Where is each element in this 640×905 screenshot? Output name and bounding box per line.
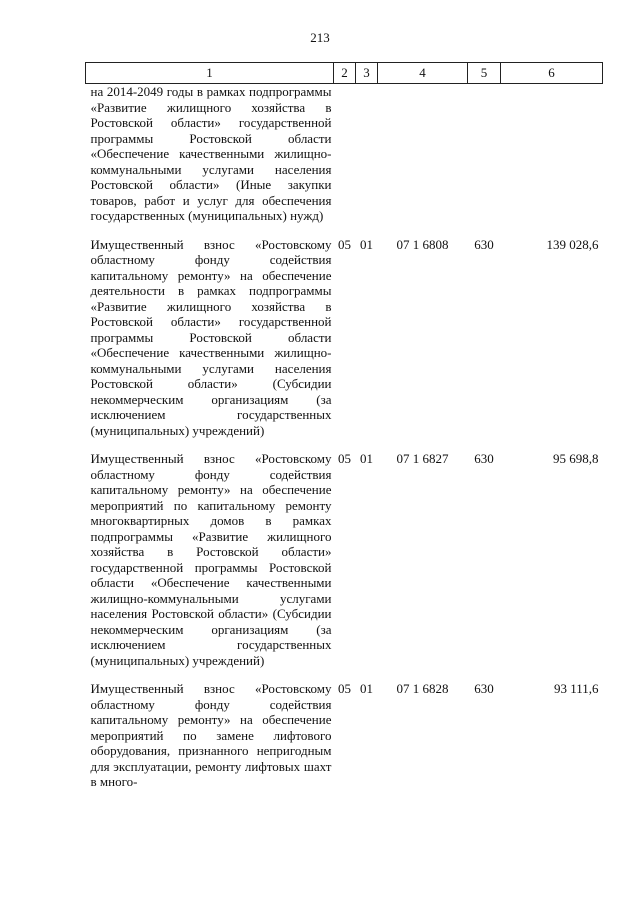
row-expense-type	[468, 84, 501, 232]
row-amount: 139 028,6	[546, 236, 599, 252]
budget-table	[85, 62, 603, 790]
row-section: 05	[338, 451, 351, 466]
row-amount	[501, 84, 603, 232]
table-row	[86, 676, 603, 790]
row-target-article	[378, 84, 468, 232]
row-subsection: 01	[360, 236, 373, 252]
row-description: Имущественный взнос «Ростовскому областному фонду содействия капитальному ремонту» на обеспечение деятельности в рамках подпрограммы «Развитие жилищного хозяйства в Ростовской области» государственной программы Ростовской области «Обеспечение качественными жилищно-коммунальными услугами населения Ростовской области» (Субсидии некоммерческим организациям (за исключением государственных (муниципальных) учреждений)	[90, 236, 332, 438]
row-description: на 2014-2049 годы в рамках подпрограммы «Развитие жилищного хозяйства в Ростовской области» государственной программы Ростовской области «Обеспечение качественными жилищно-коммунальными услугами населения Ростовской области» (Иные закупки товаров, работ и услуг для обеспечения государственных (муниципальных) нужд)	[90, 84, 332, 223]
row-subsection: 01	[360, 681, 373, 696]
row-target-article: 07 1 6808	[396, 236, 449, 252]
table-row	[86, 232, 603, 447]
column-header: 4	[378, 63, 468, 84]
row-subsection: 01	[360, 451, 373, 466]
row-amount: 95 698,8	[553, 451, 599, 466]
row-expense-type: 630	[474, 451, 494, 466]
page-number: 213	[310, 30, 330, 45]
row-description: Имущественный взнос «Ростовскому областному фонду содействия капитальному ремонту» на обеспечение мероприятий по замене лифтового оборудования, признанного непригодным для эксплуатации, ремонту лифтовых шахт в много-	[90, 681, 332, 789]
column-header: 6	[501, 63, 603, 84]
table-row	[86, 446, 603, 676]
row-target-article: 07 1 6827	[396, 451, 449, 466]
row-section: 05	[338, 236, 351, 252]
row-section: 05	[338, 681, 351, 696]
column-header: 5	[468, 63, 501, 84]
table-row	[86, 84, 603, 232]
column-header: 3	[356, 63, 378, 84]
table-header-row	[86, 63, 603, 84]
row-expense-type: 630	[474, 681, 494, 696]
row-section	[334, 84, 356, 232]
row-expense-type: 630	[474, 236, 494, 252]
row-target-article: 07 1 6828	[396, 681, 449, 696]
row-amount: 93 111,6	[553, 681, 599, 696]
row-description: Имущественный взнос «Ростовскому областному фонду содействия капитальному ремонту» на обеспечение мероприятий по капитальному ремонту многоквартирных домов в рамках подпрограммы «Развитие жилищного хозяйства в Ростовской области» государственной программы Ростовской области «Обеспечение качественными жилищно-коммунальными услугами населения Ростовской области» (Субсидии некоммерческим организациям (за исключением государственных (муниципальных) учреждений)	[90, 451, 332, 668]
column-header: 1	[86, 63, 334, 84]
column-header: 2	[334, 63, 356, 84]
row-subsection	[356, 84, 378, 232]
